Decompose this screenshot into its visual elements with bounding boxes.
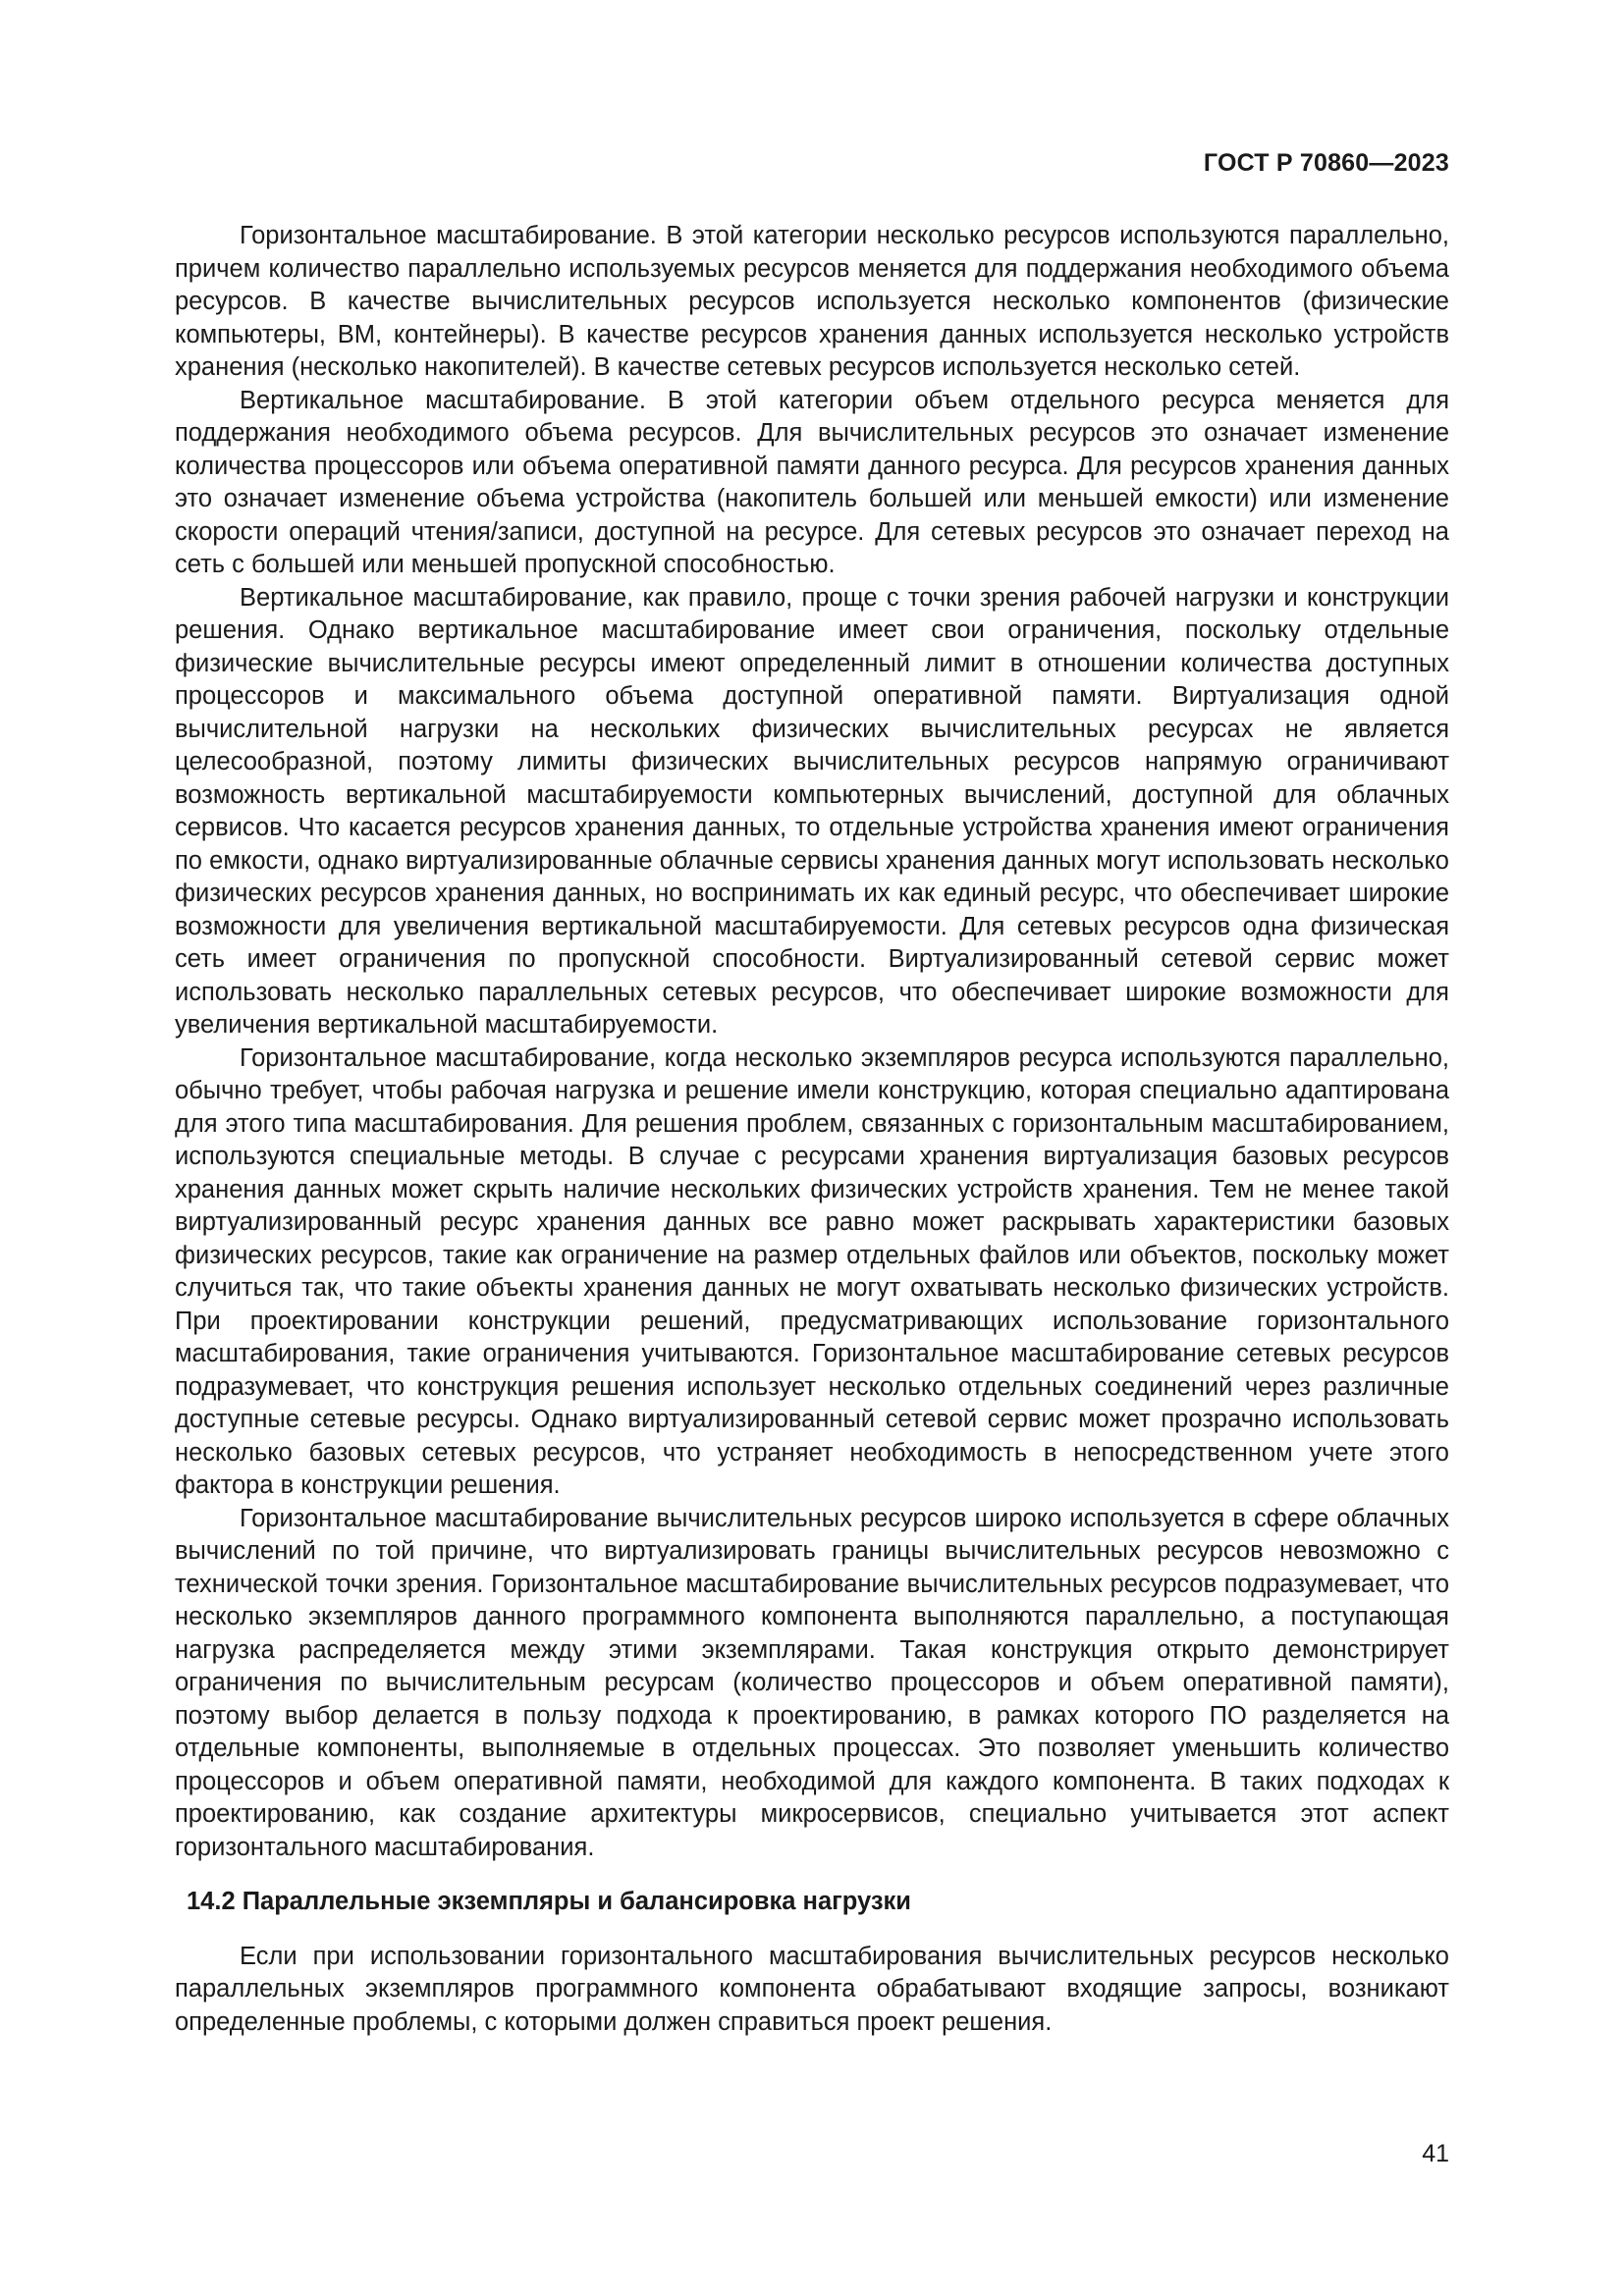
paragraph-vertical-scaling: Вертикальное масштабирование. В этой категории объем отдельного ресурса меняется для поддержания необходимого объема ресурсов. Для вычислительных ресурсов это означает изменение количества процессоров или объема оперативной памяти данного ресурса. Для ресурсов хранения данных это означает изменение объема устройства (накопитель большей или меньшей емкости) или изменение скорости операций чтения/записи, доступной на ресурсе. Для сетевых ресурсов это означает переход на сеть с большей или меньшей пропускной способностью. [175, 386, 1449, 578]
paragraph-horizontal-scaling-design: Горизонтальное масштабирование, когда несколько экземпляров ресурса используются параллельно, обычно требует, чтобы рабочая нагрузка и решение имели конструкцию, которая специально адаптирована для этого типа масштабирования. Для решения проблем, связанных с горизонтальным масштабированием, используются специальные методы. В случае с ресурсами хранения виртуализация базовых ресурсов хранения данных может скрыть наличие нескольких физических устройств хранения. Тем не менее такой виртуализированный ресурс хранения данных все равно может раскрывать характеристики базовых физических ресурсов, такие как ограничение на размер отдельных файлов или объектов, поскольку может случиться так, что такие объекты хранения данных не могут охватывать несколько физических устройств. При проектировании конструкции решений, предусматривающих использование горизонтального масштабирования, такие ограничения учитываются. Горизонтальное масштабирование сетевых ресурсов подразумевает, что конструкция решения использует несколько отдельных соединений через различные доступные сетевые ресурсы. Однако виртуализированный сетевой сервис может прозрачно использовать несколько базовых сетевых ресурсов, что устраняет необходимость в непосредственном учете этого фактора в конструкции решения. [175, 1043, 1449, 1499]
page-number: 41 [1422, 2140, 1449, 2167]
paragraph-horizontal-scaling: Горизонтальное масштабирование. В этой категории несколько ресурсов используются параллельно, причем количество параллельно используемых ресурсов меняется для поддержания необходимого объема ресурсов. В качестве вычислительных ресурсов используется несколько компонентов (физические компьютеры, ВМ, контейнеры). В качестве ресурсов хранения данных используется несколько устройств хранения (несколько накопителей). В качестве сетевых ресурсов используется несколько сетей. [175, 222, 1449, 381]
document-body [175, 220, 1449, 2039]
section-heading: 14.2 Параллельные экземпляры и балансировка нагрузки [187, 1888, 911, 1915]
document-standard-id: ГОСТ Р 70860—2023 [1203, 149, 1449, 177]
paragraph-vertical-scaling-limits: Вертикальное масштабирование, как правило, проще с точки зрения рабочей нагрузки и конструкции решения. Однако вертикальное масштабирование имеет свои ограничения, поскольку отдельные физические вычислительные ресурсы имеют определенный лимит в отношении количества доступных процессоров и максимального объема доступной оперативной памяти. Виртуализация одной вычислительной нагрузки на нескольких физических вычислительных ресурсах не является целесообразной, поэтому лимиты физических вычислительных ресурсов напрямую ограничивают возможность вертикальной масштабируемости компьютерных вычислений, доступной для облачных сервисов. Что касается ресурсов хранения данных, то отдельные устройства хранения имеют ограничения по емкости, однако виртуализированные облачные сервисы хранения данных могут использовать несколько физических ресурсов хранения данных, но воспринимать их как единый ресурс, что обеспечивает широкие возможности для увеличения вертикальной масштабируемости. Для сетевых ресурсов одна физическая сеть имеет ограничения по пропускной способности. Виртуализированный сетевой сервис может использовать несколько параллельных сетевых ресурсов, что обеспечивает широкие возможности для увеличения вертикальной масштабируемости. [175, 583, 1449, 1039]
paragraph-horizontal-compute-scaling: Горизонтальное масштабирование вычислительных ресурсов широко используется в сфере облачных вычислений по той причине, что виртуализировать границы вычислительных ресурсов невозможно с технической точки зрения. Горизонтальное масштабирование вычислительных ресурсов подразумевает, что несколько экземпляров данного программного компонента выполняются параллельно, а поступающая нагрузка распределяется между этими экземплярами. Такая конструкция открыто демонстрирует ограничения по вычислительным ресурсам (количество процессоров и объем оперативной памяти), поэтому выбор делается в пользу подхода к проектированию, в рамках которого ПО разделяется на отдельные компоненты, выполняемые в отдельных процессах. Это позволяет уменьшить количество процессоров и объем оперативной памяти, необходимой для каждого компонента. В таких подходах к проектированию, как создание архитектуры микросервисов, специально учитывается этот аспект горизонтального масштабирования. [175, 1504, 1449, 1861]
paragraph-parallel-instances: Если при использовании горизонтального масштабирования вычислительных ресурсов несколько параллельных экземпляров программного компонента обрабатывают входящие запросы, возникают определенные проблемы, с которыми должен справиться проект решения. [175, 1942, 1449, 2036]
